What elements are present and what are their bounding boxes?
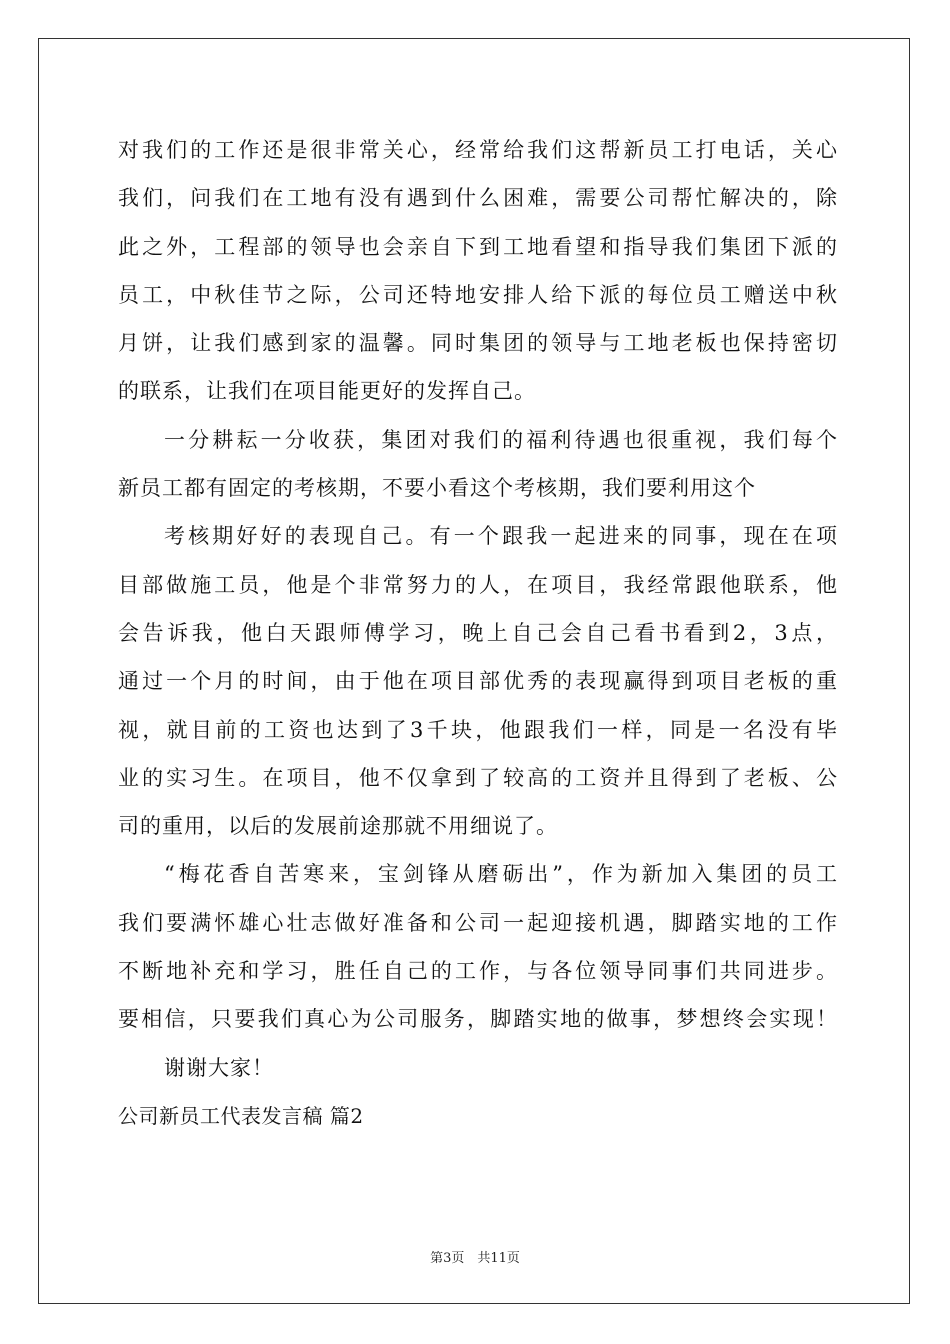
closing-line: 谢谢大家！ bbox=[164, 1055, 274, 1080]
text-line: 我们要满怀雄心壮志做好准备和公司一起迎接机遇，脚踏实地的工作 bbox=[118, 910, 838, 935]
text-line: 目部做施工员，他是个非常努力的人，在项目，我经常跟他联系，他 bbox=[118, 572, 838, 597]
text-line: 通过一个月的时间，由于他在项目部优秀的表现赢得到项目老板的重 bbox=[118, 669, 838, 694]
text-line: 对我们的工作还是很非常关心，经常给我们这帮新员工打电话，关心 bbox=[118, 138, 838, 162]
text-line: 司的重用，以后的发展前途那就不用细说了。 bbox=[118, 814, 558, 839]
text-line: 视，就目前的工资也达到了3千块，他跟我们一样，同是一名没有毕 bbox=[118, 717, 838, 742]
text-line: 员工，中秋佳节之际，公司还特地安排人给下派的每位员工赠送中秋 bbox=[118, 282, 838, 307]
text-line: 要相信，只要我们真心为公司服务，脚踏实地的做事，梦想终会实现！ bbox=[118, 1007, 838, 1032]
text-line: 不断地补充和学习，胜任自己的工作，与各位领导同事们共同进步。 bbox=[118, 959, 838, 984]
text-line: 此之外，工程部的领导也会亲自下到工地看望和指导我们集团下派的 bbox=[118, 234, 838, 259]
section-heading: 公司新员工代表发言稿 篇2 bbox=[118, 1103, 364, 1128]
text-line: 我们，问我们在工地有没有遇到什么困难，需要公司帮忙解决的，除 bbox=[118, 186, 838, 211]
document-body bbox=[118, 126, 838, 1140]
text-line: 业的实习生。在项目，他不仅拿到了较高的工资并且得到了老板、公 bbox=[118, 765, 838, 790]
page-number-footer: 第3页 共11页 bbox=[430, 1251, 520, 1266]
paragraph-start-line: 一分耕耘一分收获，集团对我们的福利待遇也很重视，我们每个 bbox=[164, 427, 838, 452]
text-line: 会告诉我，他白天跟师傅学习，晚上自己会自己看书看到2，3点， bbox=[118, 620, 838, 645]
paragraph-start-line: 考核期好好的表现自己。有一个跟我一起进来的同事，现在在项 bbox=[164, 524, 838, 549]
text-line: 新员工都有固定的考核期，不要小看这个考核期，我们要利用这个 bbox=[118, 476, 756, 501]
paragraph-start-line: “梅花香自苦寒来，宝剑锋从磨砺出”，作为新加入集团的员工 bbox=[164, 862, 838, 887]
text-line: 月饼，让我们感到家的温馨。同时集团的领导与工地老板也保持密切 bbox=[118, 331, 838, 356]
text-line: 的联系，让我们在项目能更好的发挥自己。 bbox=[118, 379, 536, 404]
